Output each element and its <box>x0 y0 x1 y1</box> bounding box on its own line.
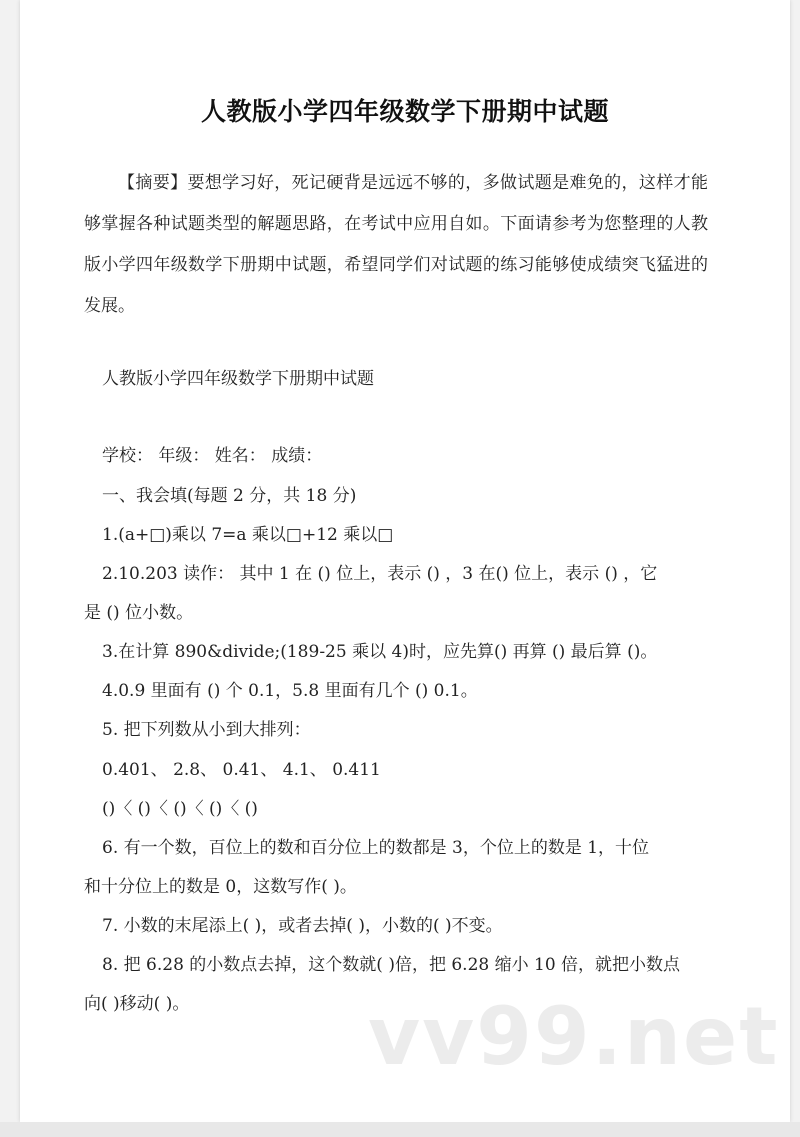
question-5-numbers: 0.401、 2.8、 0.41、 4.1、 0.411 <box>102 760 381 780</box>
section-heading: 一、我会填(每题 2 分，共 18 分) <box>102 486 357 506</box>
question-3: 3.在计算 890&divide;(189-25 乘以 4)时，应先算() 再算 () 最后算 ()。 <box>102 642 658 662</box>
question-8-line-2: 向( )移动( )。 <box>84 994 190 1014</box>
question-7: 7. 小数的末尾添上( )，或者去掉( )，小数的( )不变。 <box>102 916 503 936</box>
question-2-line-2: 是 () 位小数。 <box>84 603 194 623</box>
question-8-line-1: 8. 把 6.28 的小数点去掉，这个数就( )倍，把 6.28 缩小 10 倍，就把小数点 <box>102 955 681 975</box>
document-page <box>20 0 790 1122</box>
question-6-line-2: 和十分位上的数是 0，这数写作( )。 <box>84 877 357 897</box>
bottom-scroll-bar <box>0 1122 800 1137</box>
question-5: 5. 把下列数从小到大排列： <box>102 720 311 740</box>
page-title: 人教版小学四年级数学下册期中试题 <box>200 97 609 126</box>
question-4: 4.0.9 里面有 () 个 0.1，5.8 里面有几个 () 0.1。 <box>102 681 478 701</box>
header-fields: 学校： 年级： 姓名： 成绩： <box>102 446 323 466</box>
subtitle: 人教版小学四年级数学下册期中试题 <box>102 369 374 389</box>
question-6-line-1: 6. 有一个数，百位上的数和百分位上的数都是 3，个位上的数是 1，十位 <box>102 838 650 858</box>
question-2-line-1: 2.10.203 读作： 其中 1 在 () 位上，表示 () ，3 在() 位上，表示 () ，它 <box>102 564 658 584</box>
question-1: 1.(a+□)乘以 7=a 乘以□+12 乘以□ <box>102 525 394 545</box>
watermark: vv99.net <box>368 990 780 1083</box>
abstract-paragraph: 【摘要】要想学习好，死记硬背是远远不够的，多做试题是难免的，这样才能够掌握各种试题类型的解题思路，在考试中应用自如。下面请参考为您整理的人教版小学四年级数学下册期中试题，希望同学们对试题的练习能够使成绩突飞猛进的发展。 <box>84 173 708 316</box>
question-5-blanks: ()〈 ()〈 ()〈 ()〈 () <box>102 799 258 819</box>
